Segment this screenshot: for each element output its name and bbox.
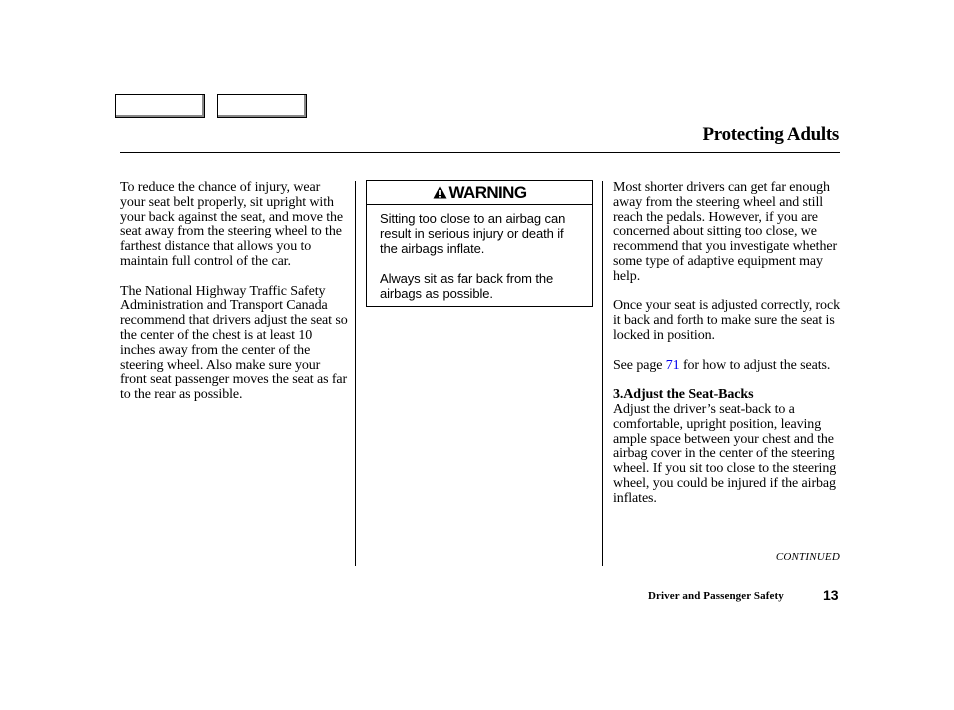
page-71-link[interactable]: 71 xyxy=(665,357,680,373)
left-column xyxy=(120,181,348,418)
left-paragraph-2: The National Highway Traffic Safety Administration and Transport Canada recommend that drivers adjust the seat so the center of the chest is at least 10 inches away from the center of the steering wheel. Also make sure your front seat passenger moves the seat as far to the rear as possible. xyxy=(120,283,348,403)
page-title: Protecting Adults xyxy=(702,124,839,145)
left-paragraph-1: To reduce the chance of injury, wear your seat belt properly, sit upright with your back against the seat, and move the seat away from the steering wheel to the farthest distance that allows you to maintain full control of the car. xyxy=(120,180,344,269)
warning-box xyxy=(366,180,593,307)
section-body: Adjust the driver’s seat-back to a comfortable, upright position, leaving ample space between your chest and the airbag cover in the center of the steering wheel. If you sit too close to the steering wheel, you could be injured if the airbag inflates. xyxy=(613,401,837,506)
column-divider-left xyxy=(355,181,356,566)
warning-label: WARNING xyxy=(448,182,527,202)
right-paragraph-2: Once your seat is adjusted correctly, rock it back and forth to make sure the seat is locked in position. xyxy=(613,298,840,343)
column-divider-right xyxy=(602,181,603,566)
warning-paragraph-1: Sitting too close to an airbag can result in serious injury or death if the airbags inflate. xyxy=(380,211,566,256)
nav-button-next[interactable] xyxy=(217,94,307,118)
title-divider xyxy=(120,152,840,153)
footer-section-title: Driver and Passenger Safety xyxy=(648,590,784,602)
nav-button-previous[interactable] xyxy=(115,94,205,118)
see-page-suffix: for how to adjust the seats. xyxy=(679,357,831,373)
continued-label: CONTINUED xyxy=(775,551,840,563)
warning-triangle-icon xyxy=(433,186,447,199)
page-number: 13 xyxy=(823,587,839,603)
warning-body xyxy=(367,205,592,301)
warning-header xyxy=(367,181,592,205)
see-page-paragraph xyxy=(613,359,843,374)
see-page-prefix: See page xyxy=(613,357,666,373)
warning-paragraph-2: Always sit as far back from the airbags as possible. xyxy=(380,271,554,301)
seat-back-section xyxy=(613,388,843,506)
section-heading: 3.Adjust the Seat-Backs xyxy=(613,387,754,403)
right-column xyxy=(613,181,843,521)
right-paragraph-1: Most shorter drivers can get far enough away from the steering wheel and still reach the pedals. However, if you are concerned about sitting too close, we recommend that you investigate whether some type of adaptive equipment may help. xyxy=(613,180,838,284)
